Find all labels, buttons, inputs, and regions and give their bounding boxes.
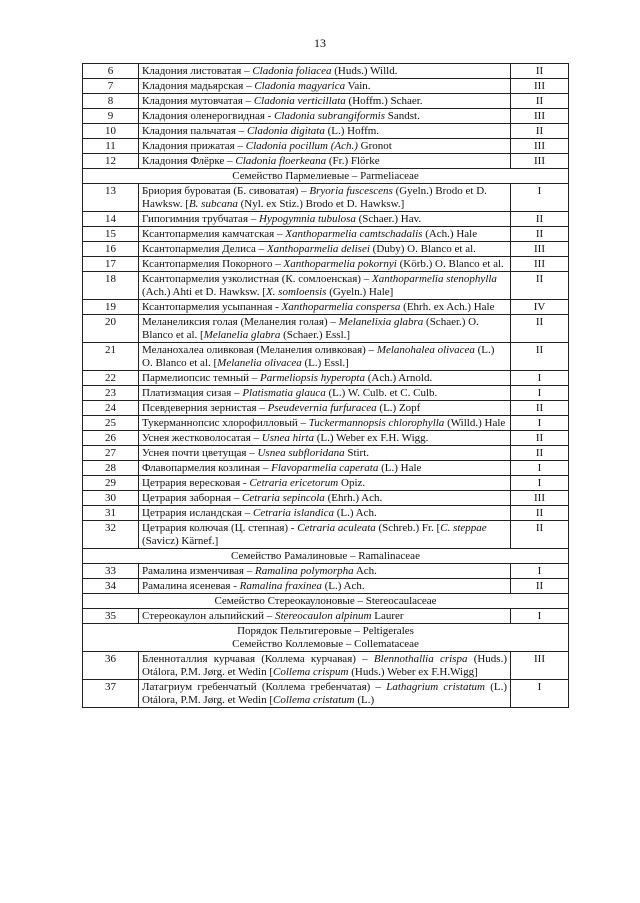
rarity-category: I <box>511 461 569 476</box>
species-row <box>83 652 569 680</box>
species-name: Меланохалеа оливковая (Меланелия оливковая) – Melanohalea olivacea (L.) O. Blanco et al. [Melanelia olivacea (L.) Essl.] <box>139 343 511 371</box>
rarity-category: II <box>511 431 569 446</box>
row-number: 22 <box>83 371 139 386</box>
rarity-category: I <box>511 371 569 386</box>
latin-name: Cetraria aculeata <box>297 522 376 534</box>
species-name: Ксантопармелия камчатская – Xanthoparmelia camtschadalis (Ach.) Hale <box>139 227 511 242</box>
section-row <box>83 549 569 564</box>
row-number: 32 <box>83 521 139 549</box>
species-row <box>83 272 569 300</box>
row-number: 11 <box>83 139 139 154</box>
row-number: 19 <box>83 300 139 315</box>
rarity-category: III <box>511 154 569 169</box>
section-heading: Порядок Пельтигеровые – Peltigerales Семейство Коллемовые – Collemataceae <box>83 624 569 652</box>
page-number: 13 <box>314 36 326 50</box>
rarity-category: III <box>511 491 569 506</box>
species-row <box>83 184 569 212</box>
latin-name: Cladonia digitata <box>246 125 325 137</box>
rarity-category: III <box>511 79 569 94</box>
row-number: 31 <box>83 506 139 521</box>
rarity-category: II <box>511 521 569 549</box>
rarity-category: I <box>511 416 569 431</box>
species-row <box>83 680 569 708</box>
species-row <box>83 79 569 94</box>
species-name: Ксантопармелия Делиса – Xanthoparmelia delisei (Duby) O. Blanco et al. <box>139 242 511 257</box>
species-row <box>83 371 569 386</box>
rarity-category: II <box>511 227 569 242</box>
section-heading: Семейство Стереокаулоновые – Stereocaulaceae <box>83 594 569 609</box>
species-row <box>83 579 569 594</box>
section-heading: Семейство Пармелиевые – Parmeliaceae <box>83 169 569 184</box>
species-row <box>83 506 569 521</box>
species-name: Бриория буроватая (Б. сивоватая) – Bryoria fuscescens (Gyeln.) Brodo et D. Hawksw. [B. subcana (Nyl. ex Stiz.) Brodo et D. Hawksw.] <box>139 184 511 212</box>
row-number: 36 <box>83 652 139 680</box>
species-row <box>83 315 569 343</box>
rarity-category: III <box>511 109 569 124</box>
species-row <box>83 416 569 431</box>
latin-name: Cladonia foliacea <box>252 65 332 77</box>
species-name: Уснея почти цветущая – Usnea subfloridana Stirt. <box>139 446 511 461</box>
rarity-category: II <box>511 446 569 461</box>
latin-name: X. somloensis <box>265 286 327 298</box>
species-row <box>83 461 569 476</box>
row-number: 16 <box>83 242 139 257</box>
latin-name: Usnea subfloridana <box>257 447 345 459</box>
row-number: 24 <box>83 401 139 416</box>
latin-name: Melanelia olivacea <box>217 357 302 369</box>
species-row <box>83 386 569 401</box>
latin-name: Pseudevernia furfuracea <box>267 402 377 414</box>
latin-name: Cetraria ericetorum <box>249 477 339 489</box>
latin-name: B. subcana <box>188 198 238 210</box>
rarity-category: II <box>511 272 569 300</box>
species-name: Тукерманнопсис хлорофилловый – Tuckermannopsis chlorophylla (Willd.) Hale <box>139 416 511 431</box>
species-row <box>83 257 569 272</box>
latin-name: Cladonia pocillum (Ach.) <box>245 140 358 152</box>
row-number: 6 <box>83 64 139 79</box>
lichen-species-table <box>82 63 569 708</box>
latin-name: Cladonia subrangiformis <box>274 110 386 122</box>
section-row <box>83 169 569 184</box>
species-row <box>83 94 569 109</box>
row-number: 8 <box>83 94 139 109</box>
row-number: 23 <box>83 386 139 401</box>
species-name: Флавопармелия козлиная – Flavoparmelia caperata (L.) Hale <box>139 461 511 476</box>
latin-name: Cladonia magyarica <box>254 80 346 92</box>
rarity-category: III <box>511 257 569 272</box>
species-name: Цетрария исландская – Cetraria islandica (L.) Ach. <box>139 506 511 521</box>
species-name: Рамалина изменчивая – Ramalina polymorpha Ach. <box>139 564 511 579</box>
latin-name: Ramalina fraxinea <box>239 580 322 592</box>
species-row <box>83 564 569 579</box>
species-name: Цетрария вересковая - Cetraria ericetorum Opiz. <box>139 476 511 491</box>
species-row <box>83 431 569 446</box>
row-number: 34 <box>83 579 139 594</box>
species-name: Цетрария заборная – Cetraria sepincola (Ehrh.) Ach. <box>139 491 511 506</box>
latin-name: C. steppae <box>440 522 487 534</box>
latin-name: Melanelixia glabra <box>338 316 424 328</box>
latin-name: Usnea hirta <box>261 432 314 444</box>
rarity-category: II <box>511 94 569 109</box>
rarity-category: III <box>511 242 569 257</box>
latin-name: Blennothallia crispa <box>373 653 468 665</box>
species-row <box>83 109 569 124</box>
species-name: Гипогимния трубчатая – Hypogymnia tubulosa (Schaer.) Hav. <box>139 212 511 227</box>
species-row <box>83 139 569 154</box>
species-row <box>83 227 569 242</box>
row-number: 18 <box>83 272 139 300</box>
latin-name: Stereocaulon alpinum <box>275 610 372 622</box>
rarity-category: II <box>511 579 569 594</box>
species-name: Кладония листоватая – Cladonia foliacea (Huds.) Willd. <box>139 64 511 79</box>
rarity-category: I <box>511 184 569 212</box>
species-name: Рамалина ясеневая - Ramalina fraxinea (L.) Ach. <box>139 579 511 594</box>
row-number: 17 <box>83 257 139 272</box>
row-number: 20 <box>83 315 139 343</box>
row-number: 21 <box>83 343 139 371</box>
latin-name: Cladonia verticillata <box>253 95 346 107</box>
rarity-category: II <box>511 124 569 139</box>
species-name: Кладония мадьярская – Cladonia magyarica Vain. <box>139 79 511 94</box>
latin-name: Tuckermannopsis chlorophylla <box>308 417 445 429</box>
latin-name: Bryoria fuscescens <box>309 185 393 197</box>
section-row <box>83 624 569 652</box>
species-name: Платизмация сизая – Platismatia glauca (L.) W. Culb. et C. Culb. <box>139 386 511 401</box>
species-row <box>83 300 569 315</box>
species-name: Псевдеверния зернистая – Pseudevernia furfuracea (L.) Zopf <box>139 401 511 416</box>
species-name: Кладония оленерогвидная - Cladonia subrangiformis Sandst. <box>139 109 511 124</box>
row-number: 29 <box>83 476 139 491</box>
species-row <box>83 124 569 139</box>
species-name: Кладония прижатая – Cladonia pocillum (Ach.) Gronot <box>139 139 511 154</box>
species-name: Уснея жестковолосатая – Usnea hirta (L.) Weber ex F.H. Wigg. <box>139 431 511 446</box>
species-name: Ксантопармелия усыпанная - Xanthoparmelia conspersa (Ehrh. ex Ach.) Hale <box>139 300 511 315</box>
species-row <box>83 476 569 491</box>
species-name: Ксантопармелия узколистная (К. сомлоенская) – Xanthoparmelia stenophylla (Ach.) Ahti et D. Hawksw. [X. somloensis (Gyeln.) Hale] <box>139 272 511 300</box>
latin-name: Collema cristatum <box>273 694 355 706</box>
rarity-category: II <box>511 506 569 521</box>
row-number: 7 <box>83 79 139 94</box>
rarity-category: II <box>511 401 569 416</box>
row-number: 25 <box>83 416 139 431</box>
latin-name: Platismatia glauca <box>242 387 326 399</box>
latin-name: Lathagrium cristatum <box>386 681 485 693</box>
rarity-category: III <box>511 139 569 154</box>
row-number: 35 <box>83 609 139 624</box>
species-name: Бленноталлия курчавая (Коллема курчавая) – Blennothallia crispa (Huds.) Otálora, P.M. Jørg. et Wedin [Collema crispum (Huds.) Weber ex F.H.Wigg] <box>139 652 511 680</box>
row-number: 33 <box>83 564 139 579</box>
rarity-category: II <box>511 315 569 343</box>
row-number: 13 <box>83 184 139 212</box>
species-row <box>83 521 569 549</box>
latin-name: Xanthoparmelia pokornyi <box>283 258 397 270</box>
species-row <box>83 401 569 416</box>
species-name: Кладония Флёрке – Cladonia floerkeana (Fr.) Flörke <box>139 154 511 169</box>
row-number: 26 <box>83 431 139 446</box>
species-name: Меланеликсия голая (Меланелия голая) – Melanelixia glabra (Schaer.) O. Blanco et al. [Melanelia glabra (Schaer.) Essl.] <box>139 315 511 343</box>
rarity-category: III <box>511 652 569 680</box>
section-row <box>83 594 569 609</box>
rarity-category: I <box>511 386 569 401</box>
species-row <box>83 64 569 79</box>
species-row <box>83 609 569 624</box>
rarity-category: I <box>511 476 569 491</box>
species-row <box>83 343 569 371</box>
rarity-category: I <box>511 609 569 624</box>
rarity-category: IV <box>511 300 569 315</box>
latin-name: Ramalina polymorpha <box>254 565 354 577</box>
species-name: Цетрария колючая (Ц. степная) - Cetraria aculeata (Schreb.) Fr. [C. steppae (Savicz) Kärnef.] <box>139 521 511 549</box>
latin-name: Melanelia glabra <box>203 329 281 341</box>
rarity-category: I <box>511 680 569 708</box>
species-row <box>83 242 569 257</box>
latin-name: Melanohalea olivacea <box>376 344 475 356</box>
latin-name: Xanthoparmelia conspersa <box>281 301 401 313</box>
latin-name: Cladonia floerkeana <box>235 155 327 167</box>
latin-name: Xanthoparmelia camtschadalis <box>285 228 423 240</box>
latin-name: Xanthoparmelia stenophylla <box>371 273 497 285</box>
rarity-category: II <box>511 64 569 79</box>
species-row <box>83 446 569 461</box>
rarity-category: II <box>511 212 569 227</box>
rarity-category: I <box>511 564 569 579</box>
row-number: 9 <box>83 109 139 124</box>
species-row <box>83 154 569 169</box>
species-name: Латагриум гребенчатый (Коллема гребенчатая) – Lathagrium cristatum (L.) Otálora, P.M. Jørg. et Wedin [Collema cristatum (L.) <box>139 680 511 708</box>
species-name: Стереокаулон альпийский – Stereocaulon alpinum Laurer <box>139 609 511 624</box>
species-name: Пармелиопсис темный – Parmeliopsis hyperopta (Ach.) Arnold. <box>139 371 511 386</box>
row-number: 12 <box>83 154 139 169</box>
species-name: Кладония мутовчатая – Cladonia verticillata (Hoffm.) Schaer. <box>139 94 511 109</box>
species-row <box>83 212 569 227</box>
latin-name: Parmeliopsis hyperopta <box>259 372 365 384</box>
species-name: Кладония пальчатая – Cladonia digitata (L.) Hoffm. <box>139 124 511 139</box>
latin-name: Cetraria sepincola <box>242 492 325 504</box>
row-number: 27 <box>83 446 139 461</box>
latin-name: Flavoparmelia caperata <box>271 462 379 474</box>
species-name: Ксантопармелия Покорного – Xanthoparmelia pokornyi (Körb.) O. Blanco et al. <box>139 257 511 272</box>
species-row <box>83 491 569 506</box>
section-heading: Семейство Рамалиновые – Ramalinaceae <box>83 549 569 564</box>
row-number: 37 <box>83 680 139 708</box>
row-number: 10 <box>83 124 139 139</box>
latin-name: Cetraria islandica <box>252 507 334 519</box>
latin-name: Hypogymnia tubulosa <box>259 213 356 225</box>
row-number: 28 <box>83 461 139 476</box>
latin-name: Collema crispum <box>273 666 349 678</box>
row-number: 14 <box>83 212 139 227</box>
rarity-category: II <box>511 343 569 371</box>
row-number: 30 <box>83 491 139 506</box>
row-number: 15 <box>83 227 139 242</box>
latin-name: Xanthoparmelia delisei <box>266 243 370 255</box>
